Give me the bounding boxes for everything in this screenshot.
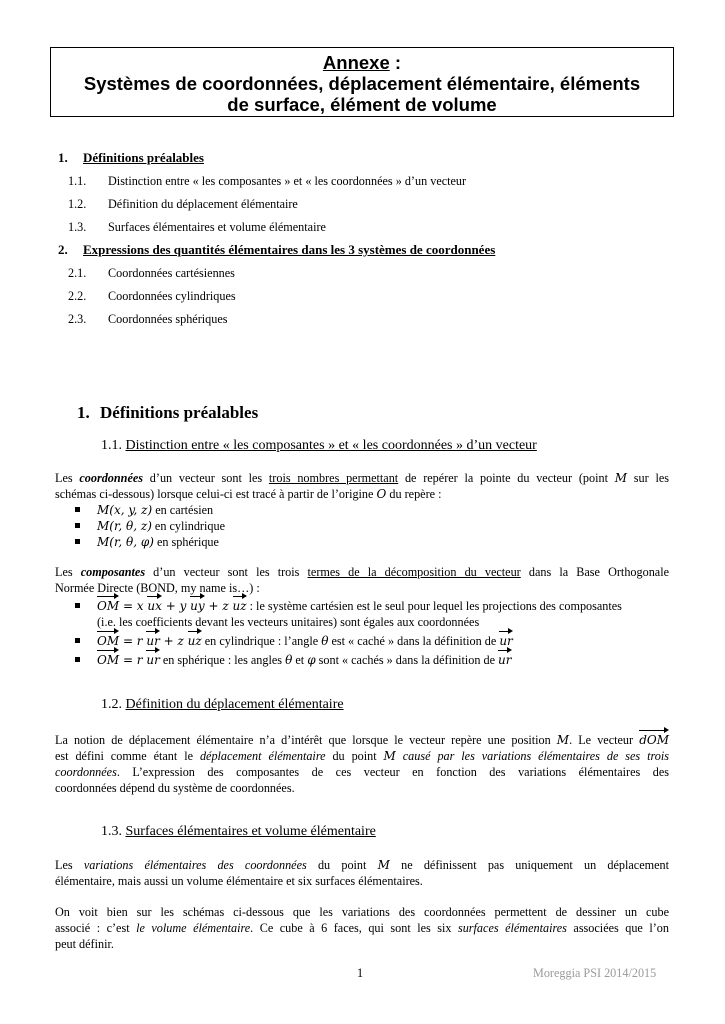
subsection-number: 1.1.: [101, 438, 122, 453]
toc-item-number: 2.3.: [68, 312, 87, 326]
text: coordonnées dépend du système de coordonnées.: [55, 781, 295, 795]
bullet-square-icon: [75, 539, 80, 544]
toc-section-1[interactable]: [58, 150, 204, 166]
toc-item-title: Coordonnées cylindriques: [108, 289, 236, 303]
text: Normée Directe (BOND, my name is…) :: [55, 581, 260, 595]
toc-item-title: Définition du déplacement élémentaire: [108, 197, 298, 211]
toc-item-title: Coordonnées sphériques: [108, 312, 228, 326]
term-composantes: composantes: [80, 565, 146, 579]
coord-bullet-cylindrical: [78, 518, 669, 534]
vector-uz: uz: [232, 599, 247, 613]
vector-OM: OM: [97, 653, 120, 667]
toc-section-2[interactable]: [58, 242, 495, 258]
displacement-paragraph: [55, 732, 669, 796]
subsection-number: 1.3.: [101, 824, 122, 839]
text: sont « cachés » dans la définition de: [315, 653, 499, 667]
text: en cylindrique: [151, 519, 225, 533]
coordinates-paragraph: [55, 470, 669, 502]
math-text: + z: [159, 634, 188, 648]
toc-item-1-3[interactable]: [68, 220, 326, 235]
math-text: = x: [119, 599, 148, 613]
italic-text: surfaces élémentaires: [457, 921, 567, 935]
annexe-label: Annexe: [322, 52, 390, 73]
text: peut définir.: [55, 937, 114, 951]
text: en sphérique: [153, 535, 219, 549]
section-title: Définitions préalables: [100, 403, 259, 422]
comp-bullet-cartesian: [78, 598, 669, 630]
text: du point: [325, 749, 384, 763]
toc-item-number: 2.1.: [68, 266, 87, 280]
vector-OM: OM: [97, 599, 120, 613]
vector-OM: OM: [97, 634, 120, 648]
text: . L’expression des composantes de ces vecteur en fonction des variations élémentaires des: [116, 765, 669, 779]
subsection-1-1-heading: [101, 438, 537, 454]
text: ne définissent pas uniquement un déplacement: [389, 858, 669, 872]
toc-section-title: Définitions préalables: [83, 150, 204, 165]
text: associé : c’est: [55, 921, 137, 935]
text: du repère :: [386, 487, 442, 501]
math-M: M: [383, 749, 396, 763]
cube-paragraph: [55, 904, 669, 952]
text: élémentaire, mais aussi un volume élémentaire et six surfaces élémentaires.: [55, 874, 423, 888]
text: : le système cartésien est le seul pour lequel les projections des composantes: [246, 599, 622, 613]
text: et: [292, 653, 308, 667]
math-phi: φ: [307, 653, 316, 667]
text: (i.e. les coefficients devant les vecteurs unitaires) sont égales aux coordonnées: [97, 615, 480, 629]
math-theta: θ: [321, 634, 329, 648]
toc-item-number: 2.2.: [68, 289, 87, 303]
toc-item-2-1[interactable]: [68, 266, 235, 281]
text: associées que l’on: [566, 921, 669, 935]
vector-uz: uz: [187, 634, 202, 648]
text: en cylindrique : l’angle: [201, 634, 322, 648]
title-line-1: [51, 52, 673, 73]
toc-item-number: 1.1.: [68, 174, 87, 188]
math-text: = r: [119, 634, 147, 648]
surfaces-paragraph: [55, 857, 669, 889]
italic-text: causé par les variations élémentaires de ses trois: [395, 749, 669, 763]
math-M: M: [556, 733, 570, 747]
vector-ur: ur: [498, 653, 512, 667]
text: Les: [55, 471, 80, 485]
math-O: O: [376, 487, 387, 501]
text: Les: [55, 565, 81, 579]
toc-item-1-2[interactable]: [68, 197, 298, 212]
comp-bullet-cylindrical: [78, 633, 669, 649]
toc-item-number: 1.3.: [68, 220, 87, 234]
toc-item-number: 1.2.: [68, 197, 87, 211]
toc-section-title: Expressions des quantités élémentaires dans les 3 systèmes de coordonnées: [83, 242, 496, 257]
vector-ux: ux: [147, 599, 162, 613]
toc-item-title: Coordonnées cartésiennes: [108, 266, 235, 280]
underlined-text: trois nombres permettant: [268, 471, 399, 485]
title-line-2: Systèmes de coordonnées, déplacement élémentaire, éléments: [83, 73, 641, 94]
text: On voit bien sur les schémas ci-dessous que les variations des coordonnées permettent de dessiner un cube: [55, 905, 669, 919]
text: est défini comme étant le: [55, 749, 200, 763]
text: d’un vecteur sont les: [143, 471, 269, 485]
text: Les: [55, 858, 84, 872]
subsection-title: Définition du déplacement élémentaire: [125, 697, 344, 712]
coord-bullet-cartesian: [78, 502, 669, 518]
toc-item-1-1[interactable]: [68, 174, 466, 189]
math-text: = r: [119, 653, 147, 667]
term-coordonnees: coordonnées: [79, 471, 144, 485]
vector-ur: ur: [499, 634, 513, 648]
text: . Ce cube à 6 faces, qui sont les six: [250, 921, 458, 935]
components-paragraph: [55, 564, 669, 596]
italic-text: variations élémentaires des coordonnées: [83, 858, 307, 872]
math-coordinates: M(r, θ, φ): [97, 535, 154, 549]
text: de repérer la pointe du vecteur (point: [398, 471, 615, 485]
text: en sphérique : les angles: [159, 653, 286, 667]
section-1-heading: [77, 403, 258, 423]
italic-text: le volume élémentaire: [136, 921, 251, 935]
italic-text: coordonnées: [55, 765, 117, 779]
bullet-square-icon: [75, 603, 80, 608]
underlined-text: termes de la décomposition du vecteur: [307, 565, 521, 579]
text: sur les: [627, 471, 669, 485]
toc-item-title: Surfaces élémentaires et volume élémentaire: [108, 220, 326, 234]
subsection-number: 1.2.: [101, 697, 122, 712]
bullet-square-icon: [75, 638, 80, 643]
subsection-title: Distinction entre « les composantes » et « les coordonnées » d’un vecteur: [125, 438, 537, 453]
text: est « caché » dans la définition de: [328, 634, 500, 648]
text: . Le vecteur: [569, 733, 640, 747]
text: dans la Base Orthogonale: [520, 565, 669, 579]
toc-item-2-3[interactable]: [68, 312, 227, 327]
toc-item-title: Distinction entre « les composantes » et « les coordonnées » d’un vecteur: [108, 174, 467, 188]
section-number: 1.: [77, 403, 90, 422]
toc-item-2-2[interactable]: [68, 289, 236, 304]
footer-author: Moreggia PSI 2014/2015: [533, 966, 657, 980]
subsection-1-3-heading: [101, 824, 376, 840]
math-M: M: [614, 471, 628, 485]
bullet-square-icon: [75, 507, 80, 512]
math-M: M: [377, 858, 390, 872]
bullet-square-icon: [75, 657, 80, 662]
subsection-1-2-heading: [101, 697, 344, 713]
page-number: 1: [357, 966, 364, 980]
title-line-3: de surface, élément de volume: [227, 94, 497, 115]
title-box: [50, 47, 674, 117]
toc-section-number: 2.: [58, 242, 68, 257]
annexe-colon: :: [389, 52, 402, 73]
math-coordinates: M(r, θ, z): [97, 519, 152, 533]
math-theta: θ: [285, 653, 293, 667]
math-coordinates: M(x, y, z): [97, 503, 153, 517]
vector-ur: ur: [146, 634, 160, 648]
text: La notion de déplacement élémentaire n’a d’intérêt que lorsque le vecteur repère une position: [55, 733, 557, 747]
text: schémas ci-dessous) lorsque celui-ci est tracé à partir de l’origine: [55, 487, 377, 501]
text: d’un vecteur sont les trois: [145, 565, 308, 579]
text: du point: [306, 858, 378, 872]
italic-text: déplacement élémentaire: [199, 749, 326, 763]
subsection-title: Surfaces élémentaires et volume élémentaire: [125, 824, 376, 839]
vector-ur: ur: [146, 653, 160, 667]
math-text: + z: [204, 599, 233, 613]
coord-bullet-spherical: [78, 534, 669, 550]
bullet-square-icon: [75, 523, 80, 528]
math-text: + y: [161, 599, 191, 613]
vector-uy: uy: [190, 599, 205, 613]
vector-dOM: dOM: [639, 733, 669, 747]
toc-section-number: 1.: [58, 150, 68, 165]
text: en cartésien: [152, 503, 214, 517]
comp-bullet-spherical: [78, 652, 669, 668]
